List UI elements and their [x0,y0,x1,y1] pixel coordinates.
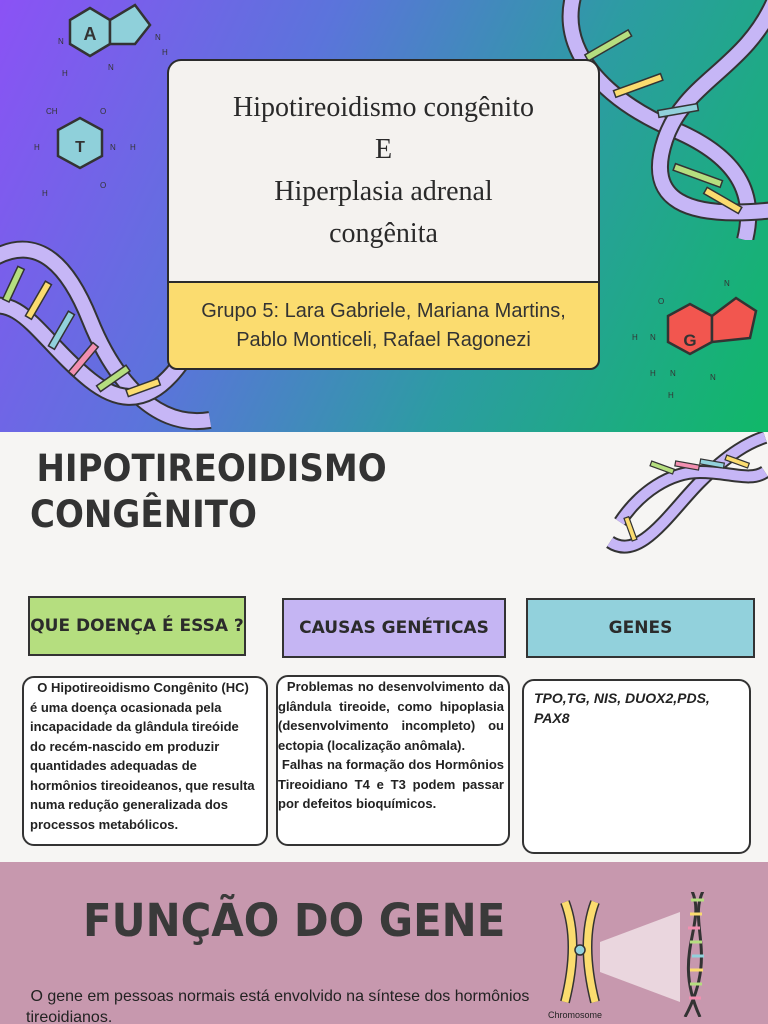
atom-label: N [670,369,676,378]
genetic-causes-text: Problemas no desenvolvimento da glândula tireoide, como hipoplasia (desenvolvimento incompleto) ou ectopia (localização anômala). [278,679,508,753]
atom-label: H [162,48,168,57]
atom-label: N [58,37,64,46]
atom-label: N [155,33,161,42]
title-line: E [374,134,393,165]
authors-line: Grupo 5: Lara Gabriele, Mariana Martins, [201,299,566,322]
atom-label: H [632,333,638,342]
atom-label: H [650,369,656,378]
gene-function-text: O gene em pessoas normais está envolvido na síntese dos hormônios tireoidianos. [26,988,534,1024]
section-title: FUNÇÃO DO GENE [83,894,506,947]
title-box [167,59,600,281]
atom-label: O [100,181,107,190]
atom-label: H [668,391,674,400]
atom-label: N [710,373,716,382]
atom-label: CH [46,107,58,116]
genes-list-text: TPO,TG, NIS, DUOX2,PDS, PAX8 [534,690,710,726]
guanine-letter: G [683,331,697,350]
thymine-molecule-icon [30,100,150,200]
title-line: Hiperplasia adrenal [274,176,493,207]
title-line: Hipotireoidismo congênito [233,92,534,123]
atom-label: H [34,143,40,152]
atom-label: H [42,189,48,198]
section-title [30,446,387,538]
atom-label: O [100,107,107,116]
genes-list-box [522,679,751,854]
atom-label: O [658,297,665,306]
title-line: congênita [329,218,438,249]
header-genes: GENES [526,598,755,658]
chromosome-label: Chromosome [548,1010,603,1020]
thymine-letter: T [75,139,85,156]
authors-box [167,281,600,370]
chromosome-illustration [550,892,730,1017]
dna-helix-small-illustration [600,432,768,562]
atom-label: N [110,143,116,152]
genetic-causes-text-2: Falhas na formação dos Hormônios Tireoidiano T4 e T3 podem passar por defeitos bioquímicos. [278,757,508,811]
header-what-disease: QUE DOENÇA É ESSA ? [28,596,246,656]
atom-label: N [108,63,114,72]
title-slide [0,0,768,432]
adenine-letter: A [83,24,97,44]
disease-description-box [22,676,268,846]
genetic-causes-box [276,675,510,846]
atom-label: H [130,143,136,152]
guanine-molecule-icon [628,276,768,406]
hipotireoidismo-slide [0,432,768,862]
disease-description-text: O Hipotireoidismo Congênito (HC) é uma doença ocasionada pela incapacidade da glândula tireóide do recém-nascido em produzir quantidades adequadas de hormônios tireoideanos, que resulta numa redução generalizada dos processos metabólicos. [30,680,259,832]
gene-function-slide [0,862,768,1024]
atom-label: N [724,279,730,288]
authors-line: Pablo Monticeli, Rafael Ragonezi [236,328,531,351]
header-genetic-causes: CAUSAS GENÉTICAS [282,598,506,658]
atom-label: N [650,333,656,342]
atom-label: H [62,69,68,78]
section-title-line: HIPOTIREOIDISMO [36,447,387,490]
section-title-line: CONGÊNITO [30,493,257,536]
